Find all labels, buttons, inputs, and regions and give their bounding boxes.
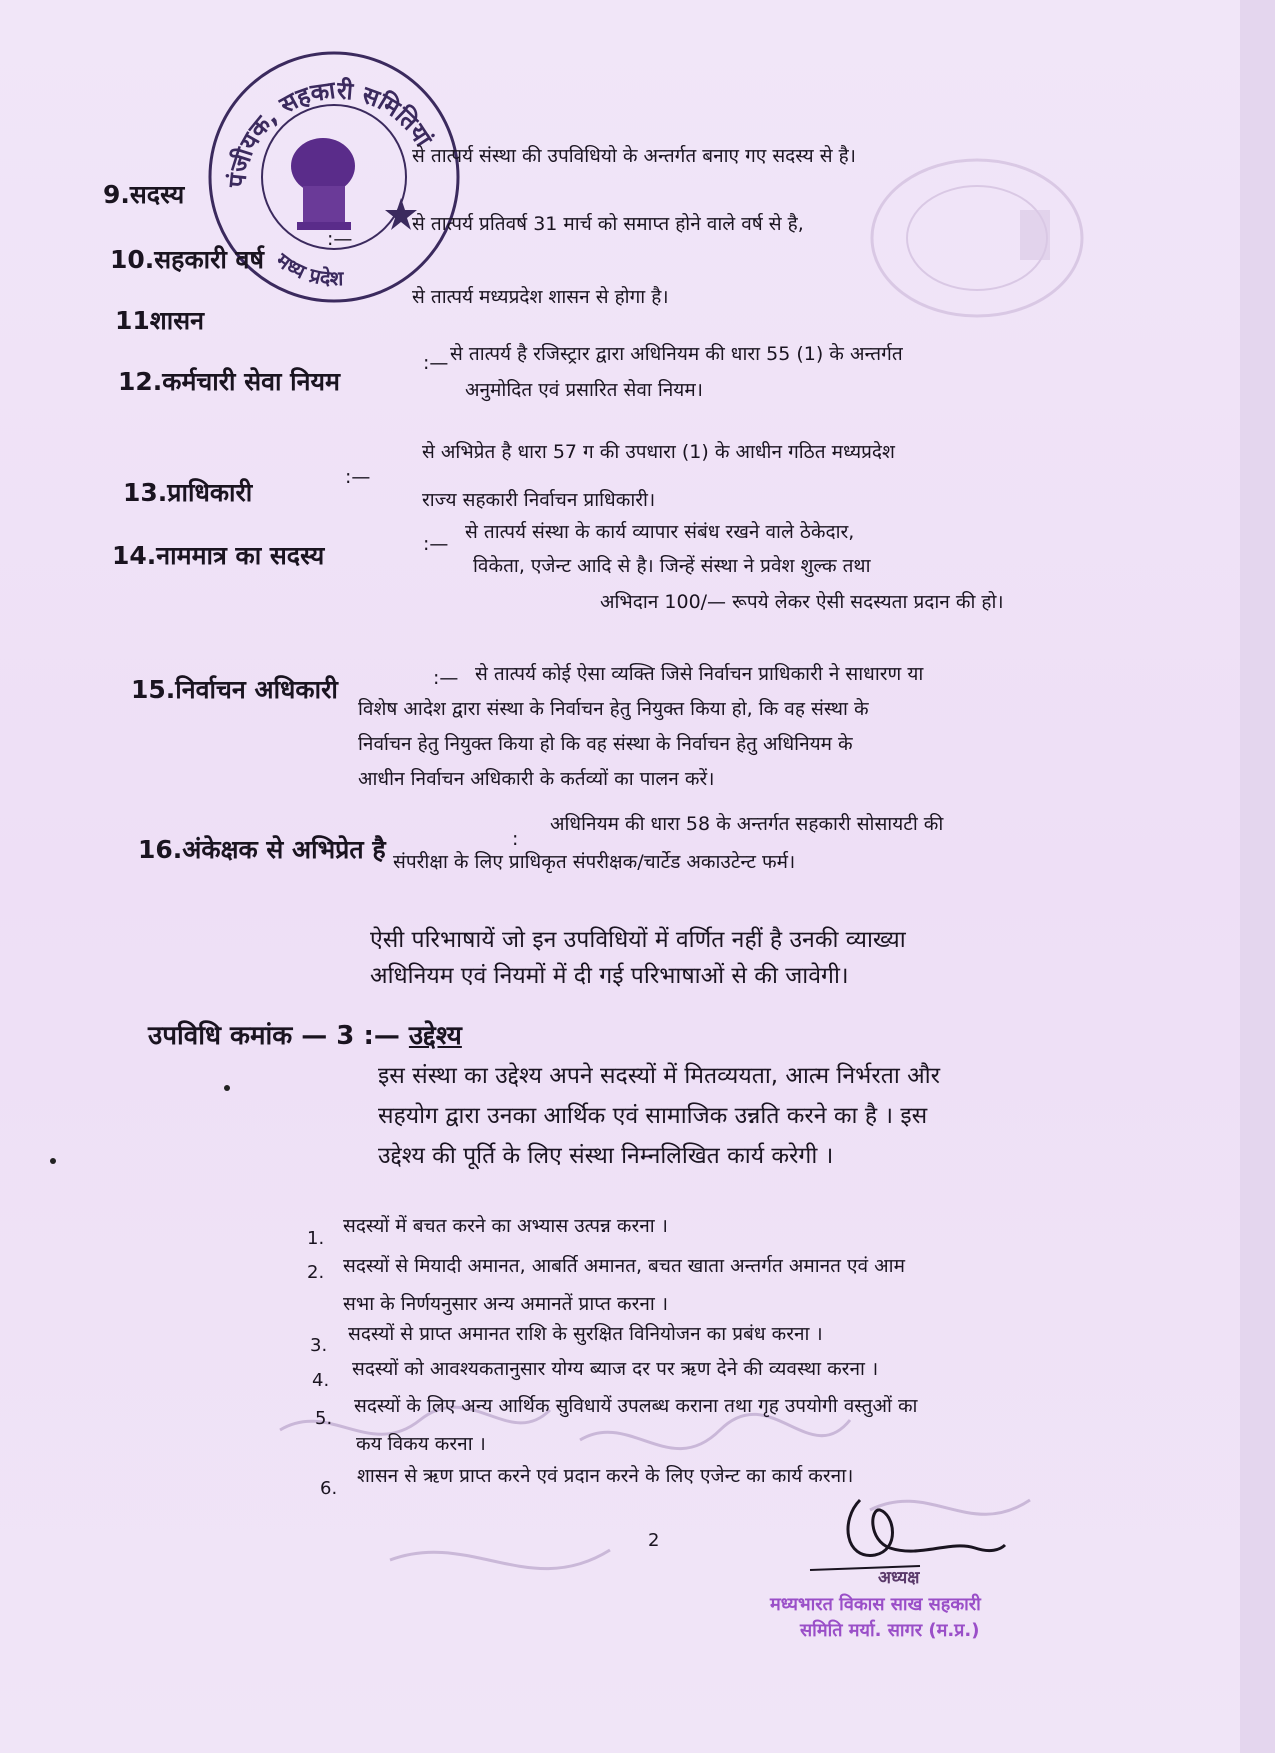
definition-term: 14.नाममात्र का सदस्य — [112, 541, 325, 570]
objective-text: शासन से ऋण प्राप्त करने एवं प्रदान करने के लिए एजेन्ट का कार्य करना। — [357, 1465, 854, 1487]
objective-text: सदस्यों को आवश्यकतानुसार योग्य ब्याज दर पर ऋण देने की व्यवस्था करना । — [352, 1358, 879, 1380]
definition-text: से तात्पर्य संस्था की उपविधियो के अन्तर्गत बनाए गए सदस्य से है। — [412, 145, 856, 167]
definition-separator: : — [512, 828, 519, 850]
definition-text: आधीन निर्वाचन अधिकारी के कर्तव्यों का पालन करें। — [358, 768, 715, 790]
objective-number: 1. — [307, 1228, 325, 1249]
definition-term: 16.अंकेक्षक से अभिप्रेत है — [138, 835, 386, 864]
stray-mark — [50, 1158, 56, 1164]
definition-text: से तात्पर्य कोई ऐसा व्यक्ति जिसे निर्वाचन प्राधिकारी ने साधारण या — [475, 663, 924, 685]
section-intro-line: इस संस्था का उद्देश्य अपने सदस्यों में मितव्ययता, आत्म निर्भरता और — [378, 1063, 941, 1089]
definition-text: विकेता, एजेन्ट आदि से है। जिन्हें संस्था ने प्रवेश शुल्क तथा — [473, 555, 871, 577]
objective-text: सभा के निर्णयनुसार अन्य अमानतें प्राप्त करना । — [343, 1293, 669, 1315]
definition-term: 12.कर्मचारी सेवा नियम — [118, 367, 340, 396]
definition-text: अधिनियम की धारा 58 के अन्तर्गत सहकारी सोसायटी की — [550, 813, 944, 835]
objective-number: 2. — [307, 1262, 325, 1283]
closing-paragraph-line: अधिनियम एवं नियमों में दी गई परिभाषाओं से की जावेगी। — [370, 963, 849, 989]
section-title: उद्देश्य — [408, 1021, 462, 1051]
society-location-stamp: समिति मर्या. सागर (म.प्र.) — [800, 1620, 980, 1641]
objective-text: कय विकय करना । — [356, 1433, 486, 1455]
chairman-signature-icon — [800, 1470, 1010, 1580]
section-intro-line: उद्देश्य की पूर्ति के लिए संस्था निम्नलिखित कार्य करेगी । — [378, 1143, 834, 1169]
definition-text: से तात्पर्य मध्यप्रदेश शासन से होगा है। — [412, 286, 669, 308]
objective-number: 3. — [310, 1335, 328, 1356]
definition-term: 13.प्राधिकारी — [123, 478, 253, 507]
section-prefix: उपविधि कमांक — 3 :— — [148, 1021, 400, 1051]
svg-text:मध्य प्रदेश — [271, 247, 345, 290]
definition-text: निर्वाचन हेतु नियुक्त किया हो कि वह संस्था के निर्वाचन हेतु अधिनियम के — [358, 733, 853, 755]
signatory-role: अध्यक्ष — [878, 1568, 920, 1588]
definition-term: 11शासन — [115, 306, 205, 335]
definition-text: राज्य सहकारी निर्वाचन प्राधिकारी। — [422, 489, 656, 511]
definition-text: अनुमोदित एवं प्रसारित सेवा नियम। — [465, 379, 703, 401]
society-name-stamp: मध्यभारत विकास साख सहकारी — [770, 1594, 981, 1615]
objective-number: 4. — [312, 1370, 330, 1391]
definition-text: अभिदान 100/— रूपये लेकर ऐसी सदस्यता प्रदान की हो। — [600, 591, 1004, 613]
definition-text: संपरीक्षा के लिए प्राधिकृत संपरीक्षक/चार्टेड अकाउटेन्ट फर्म। — [393, 851, 796, 873]
definition-text: विशेष आदेश द्वारा संस्था के निर्वाचन हेतु नियुक्त किया हो, कि वह संस्था के — [358, 698, 869, 720]
definition-term: 9.सदस्य — [103, 180, 185, 209]
definition-separator: :— — [423, 352, 449, 374]
definition-text: से अभिप्रेत है धारा 57 ग की उपधारा (1) के आधीन गठित मध्यप्रदेश — [422, 441, 895, 463]
page-number: 2 — [648, 1530, 660, 1551]
closing-paragraph-line: ऐसी परिभाषायें जो इन उपविधियों में वर्णित नहीं है उनकी व्याख्या — [370, 927, 906, 953]
definition-separator: :— — [327, 228, 353, 250]
seal-text-bottom: मध्य प्रदेश — [271, 247, 344, 291]
section-heading — [148, 1016, 462, 1052]
definition-text: से तात्पर्य प्रतिवर्ष 31 मार्च को समाप्त होने वाले वर्ष से है, — [412, 213, 804, 235]
definition-separator: :— — [345, 466, 371, 488]
objective-text: सदस्यों के लिए अन्य आर्थिक सुविधायें उपलब्ध कराना तथा गृह उपयोगी वस्तुओं का — [354, 1395, 918, 1417]
section-intro-line: सहयोग द्वारा उनका आर्थिक एवं सामाजिक उन्नति करने का है । इस — [378, 1103, 928, 1129]
definition-separator: :— — [433, 667, 459, 689]
definition-term: 15.निर्वाचन अधिकारी — [131, 675, 338, 704]
definition-text: से तात्पर्य है रजिस्ट्रार द्वारा अधिनियम की धारा 55 (1) के अन्तर्गत — [450, 343, 903, 365]
objective-text: सदस्यों से मियादी अमानत, आबर्ति अमानत, बचत खाता अन्तर्गत अमानत एवं आम — [343, 1255, 905, 1277]
page-edge — [1240, 0, 1275, 1753]
definition-term: 10.सहकारी वर्ष — [110, 245, 264, 274]
objective-text: सदस्यों में बचत करने का अभ्यास उत्पन्न करना । — [343, 1215, 668, 1237]
bullet-mark — [224, 1085, 230, 1091]
definition-text: से तात्पर्य संस्था के कार्य व्यापार संबंध रखने वाले ठेकेदार, — [465, 521, 855, 543]
definition-separator: :— — [423, 533, 449, 555]
ghost-seal-icon — [860, 150, 1095, 325]
objective-number: 5. — [315, 1408, 333, 1429]
objective-text: सदस्यों से प्राप्त अमानत राशि के सुरक्षित विनियोजन का प्रबंध करना । — [348, 1323, 823, 1345]
objective-number: 6. — [320, 1478, 338, 1499]
seal-text-top: पंजीयक, सहकारी समितियां — [222, 75, 438, 189]
